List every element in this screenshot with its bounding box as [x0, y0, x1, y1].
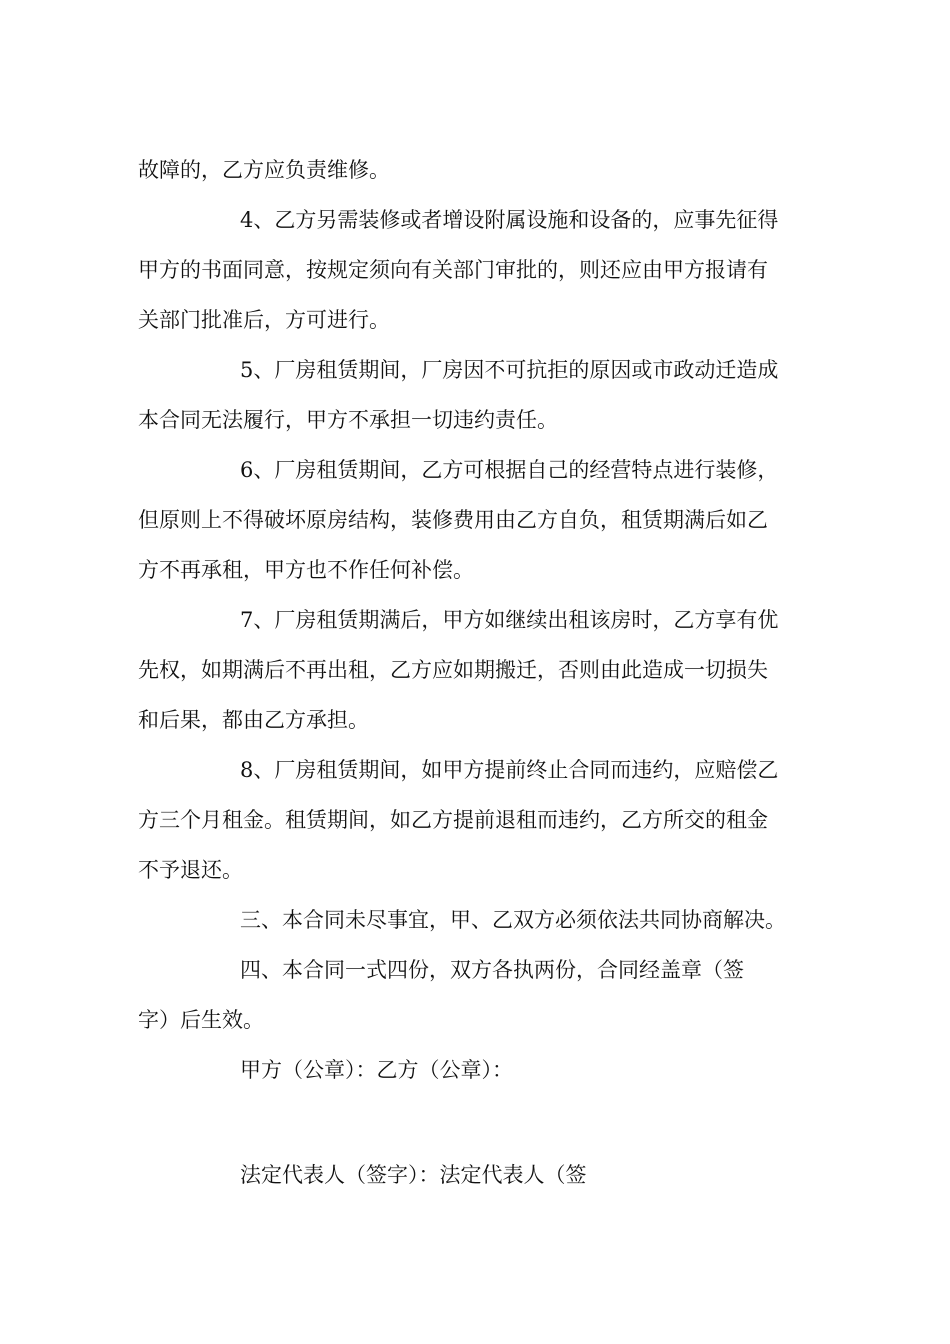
section-4-line-2: 字）后生效。: [138, 1008, 264, 1032]
clause-8-line-3: 不予退还。: [138, 858, 243, 882]
clause-6-line-3: 方不再承租，甲方也不作任何补偿。: [138, 558, 474, 582]
clause-4-line-2: 甲方的书面同意，按规定须向有关部门审批的，则还应由甲方报请有: [138, 258, 768, 282]
clause-7-line-3: 和后果，都由乙方承担。: [138, 708, 369, 732]
clause-4-line-3: 关部门批准后，方可进行。: [138, 308, 390, 332]
clause-7-line-2: 先权，如期满后不再出租，乙方应如期搬迁，否则由此造成一切损失: [138, 658, 768, 682]
clause-5-line-1: 5、厂房租赁期间，厂房因不可抗拒的原因或市政动迁造成: [240, 358, 779, 382]
seal-line: 甲方（公章）：乙方（公章）：: [240, 1058, 513, 1082]
clause-6-line-2: 但原则上不得破坏原房结构，装修费用由乙方自负，租赁期满后如乙: [138, 508, 768, 532]
clause-5-line-2: 本合同无法履行，甲方不承担一切违约责任。: [138, 408, 558, 432]
signature-line: 法定代表人（签字）：法定代表人（签: [240, 1163, 587, 1187]
clause-8-line-2: 方三个月租金。租赁期间，如乙方提前退租而违约，乙方所交的租金: [138, 808, 768, 832]
section-4-line-1: 四、本合同一式四份，双方各执两份，合同经盖章（签: [240, 958, 744, 982]
clause-8-line-1: 8、厂房租赁期间，如甲方提前终止合同而违约，应赔偿乙: [240, 758, 779, 782]
clause-6-line-1: 6、厂房租赁期间，乙方可根据自己的经营特点进行装修，: [240, 458, 779, 482]
clause-4-line-1: 4、乙方另需装修或者增设附属设施和设备的，应事先征得: [240, 208, 779, 232]
text-line-1: 故障的，乙方应负责维修。: [138, 158, 390, 182]
section-3-line: 三、本合同未尽事宜，甲、乙双方必须依法共同协商解决。: [240, 908, 786, 932]
clause-7-line-1: 7、厂房租赁期满后，甲方如继续出租该房时，乙方享有优: [240, 608, 779, 632]
